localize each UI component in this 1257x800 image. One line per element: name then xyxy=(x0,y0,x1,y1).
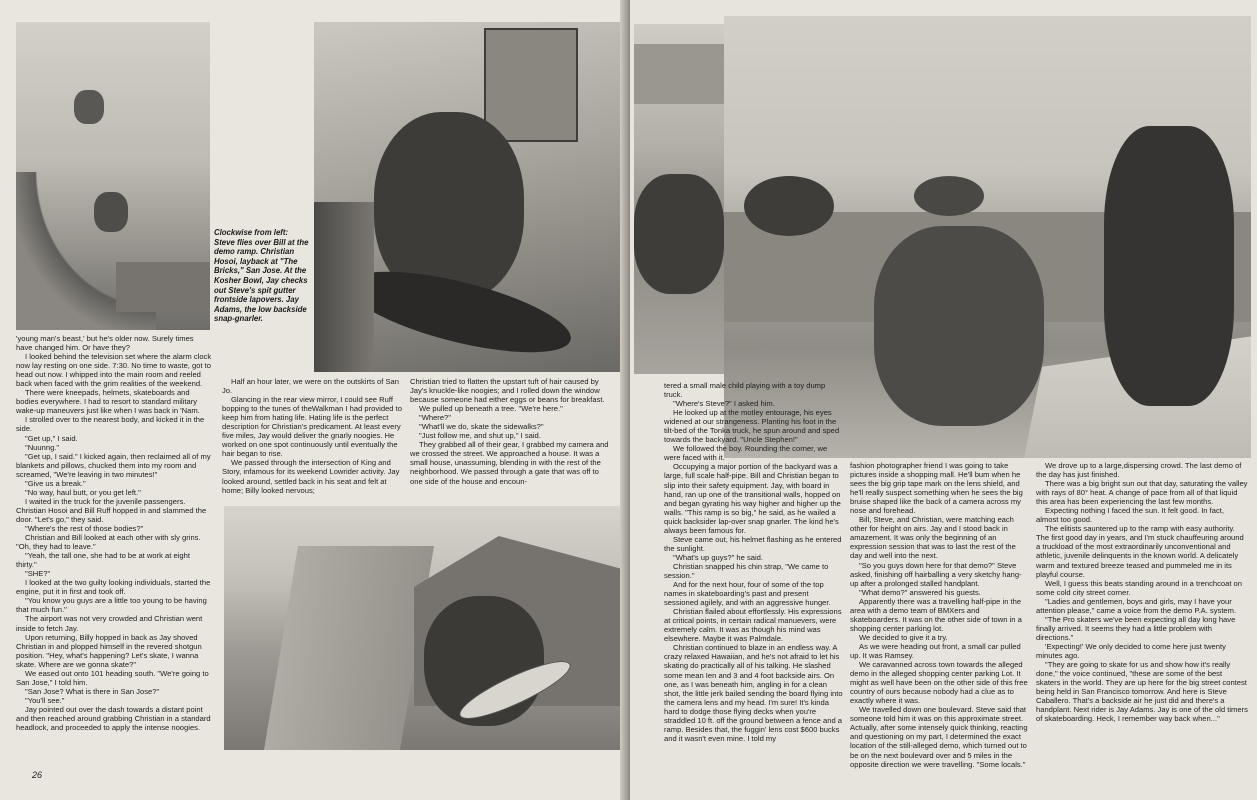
paragraph: "San Jose? What is there in San Jose?" xyxy=(25,686,160,696)
paragraph: "Where's Steve?" I asked him. xyxy=(673,399,775,409)
right-column-2 xyxy=(850,461,1030,781)
paragraph: There were kneepads, helmets, skateboards and bodies everywhere. I had to resort to standard military wake-up maneuvers just like when I was back in 'Nam. xyxy=(16,388,200,416)
paragraph: I looked at the two guilty looking individuals, started the engine, put it in first and took off. xyxy=(16,578,211,597)
paragraph: We followed the boy. Rounding the corner, we were faced with it. xyxy=(664,444,828,463)
paragraph: "They are going to skate for us and show how it's really done," the voice continued, "these are some of the best skaters in the world. They are up here for the big street contest being held in San Francisco tomorrow. And here is Steve Caballero. That's a backside air he just did and there's a handplant. Next rider is Jay Adams. Jay is one of the old timers of skateboarding. Heck, I remember way back when..." xyxy=(1036,660,1248,724)
paragraph: "Yeah, the tall one, she had to be at work at eight thirty." xyxy=(16,551,190,570)
paragraph: We travelled down one boulevard. Steve said that someone told him it was on this approximate street. Actually, after some intensely quick thinking, reacting and questioning on my part, I determined the exact location of the still-alleged demo, which turned out to be on the next boulevard over and 5 miles in the opposite direction we were travelling. "Some locals." xyxy=(850,705,1028,769)
paragraph: I strolled over to the nearest body, and kicked it in the side. xyxy=(16,415,205,434)
paragraph: Glancing in the rear view mirror, I could see Ruff bopping to the tunes of theWalkman I had provided to keep him from hating life. Hating life is the perfect description for Christian's predicament. At least every five miles, Jay would deliver the gnarly noogies. He worked on one spot continuously until eventually the hair began to rise. xyxy=(222,395,402,459)
paragraph: "SHE?" xyxy=(25,569,51,579)
paragraph: Christian and Bill looked at each other with sly grins. "Oh, they had to leave." xyxy=(16,533,201,552)
paragraph: fashion photographer friend I was going to take pictures inside a shopping mall. He'll bum when he sees the big grip tape mark on the lens shield, and he'll really suspect something when he sees the big bruise shaped like the back of a camera across my nose and forehead. xyxy=(850,461,1023,516)
paragraph: We eased out onto 101 heading south. "We're going to San Jose," I told him. xyxy=(16,668,209,687)
right-column-3 xyxy=(1036,461,1248,781)
paragraph: Well, I guess this beats standing around in a trenchcoat on some cold city street corner. xyxy=(1036,578,1242,597)
paragraph: We drove up to a large,dispersing crowd. The last demo of the day has just finished. xyxy=(1036,461,1242,480)
paragraph: We caravanned across town towards the alleged demo in the alleged shopping center parking Lot. It might as well have been on the other side of this free country of ours because nobody had a clue as to exactly where it was. xyxy=(850,660,1028,706)
paragraph: Apparently there was a travelling half-pipe in the area with a demo team of BMXers and skateboarders. It was on the other side of town in a shopping center parking lot. xyxy=(850,596,1022,633)
paragraph: tered a small male child playing with a toy dump truck. xyxy=(664,381,826,400)
left-column-2 xyxy=(222,377,402,501)
page-number: 26 xyxy=(32,770,43,780)
paragraph: "Ladies and gentlemen, boys and girls, may I have your attention please," came a voice from the demo P.A. system. xyxy=(1036,596,1237,615)
paragraph: We passed through the intersection of King and Story, infamous for its weekend Lowrider activity. Jay looked around, settled back in his seat and felt at home; Billy looked nervous; xyxy=(222,458,400,495)
paragraph: The airport was not very crowded and Christian went inside to fetch Jay. xyxy=(16,614,203,633)
paragraph: He looked up at the motley entourage, his eyes widened at our strangeness. Planting his foot in the tilt-bed of the Tonka truck, he spun around and sped towards the backyard. "Uncle Stephen!" xyxy=(664,408,840,445)
photo-christian-hosoi-bricks xyxy=(314,22,626,372)
paragraph: "Just follow me, and shut up," I said. xyxy=(419,431,541,441)
paragraph: 'Expecting!' We only decided to come here just twenty minutes ago. xyxy=(1036,641,1226,660)
paragraph: "You know you guys are a little too young to be having that much fun." xyxy=(16,596,207,615)
paragraph: "Where's the rest of those bodies?" xyxy=(25,523,144,533)
left-page xyxy=(0,0,626,800)
paragraph: "So you guys down here for that demo?" Steve asked, finishing off hairballing a very sketchy hang-up after a prolonged stalled handplant. xyxy=(850,560,1022,588)
paragraph: 'young man's beast,' but he's older now. Surely times have changed him. Or have they? xyxy=(16,334,194,353)
paragraph: Jay pointed out over the dash towards a distant point and then reached around grabbing Christian in a standard headlock, and proceeded to apply the intense noogies. xyxy=(16,704,211,733)
photo-demo-ramp xyxy=(16,22,210,330)
paragraph: "What's up guys?" he said. xyxy=(673,552,763,562)
paragraph: "You'll see." xyxy=(25,695,65,705)
paragraph: And for the next hour, four of some of the top names in skateboarding's past and present sessioned agilely, and with an aggressive hunger. xyxy=(664,580,831,608)
paragraph: "Where?" xyxy=(419,413,451,423)
paragraph: Christian tried to flatten the upstart tuft of hair caused by Jay's knuckle-like noogies; and I rolled down the window because someone had either eggs or beans for breakfast. xyxy=(410,377,605,405)
paragraph: We decided to give it a try. xyxy=(859,632,948,642)
paragraph: Occupying a major portion of the backyard was a large, full scale half-pipe. Bill and Christian began to slip into their safety equipment. Jay, with board in hand, ran up one of the transitional walls, hopped on and began gyrating his way higher and higher up the walls. "This ramp is so big," he said, as he wailed a quick backsider lap-over snap gnarler. The kind he's always been famous for. xyxy=(664,462,841,535)
paragraph: "Get up," I said. xyxy=(25,433,78,443)
paragraph: "Nuunng." xyxy=(25,442,60,452)
caption-text: Clockwise from left: Steve flies over Bill at the demo ramp. Christian Hosoi, layback at "The Bricks," San Jose. At the Kosher Bowl, Jay checks out Steve's spit gutter frontside lapovers. Jay Adams, the low backside snap-gnarler. xyxy=(214,228,309,324)
paragraph: Christian flailed about effortlessly. His expressions at critical points, in certain radical manuevers, were extremely calm. It was as though his mind was elsewhere. Maybe it was Palmdale. xyxy=(664,607,842,644)
paragraph: As we were heading out front, a small car pulled up. It was Ramsey. xyxy=(850,641,1021,660)
paragraph: Christian snapped his chin strap, "We came to session." xyxy=(664,561,829,580)
paragraph: Half an hour later, we were on the outskirts of San Jo. xyxy=(222,377,399,396)
paragraph: "What demo?" answered his guests. xyxy=(859,587,981,597)
paragraph: Steve came out, his helmet flashing as he entered the sunlight. xyxy=(664,534,842,553)
paragraph: Christian continued to blaze in an endless way. A crazy relaxed Hawaiian, and he's not afraid to let his skating do practically all of his talking. He slashed some mean Ien and 3 and 4 foot backside airs. On one, as I was beneath him, angling in for a clean shot, the little jerk bailed sending the board flying into the camera lens and my head. I'm sure! It's kinda hard to dodge those flying decks when you're straddled 10 ft. off the ground between a fence and a ramp. Besides that, the fuggin' lens cost $600 bucks and it wasn't even mine. I told my xyxy=(664,643,843,743)
photo-kosher-bowl xyxy=(224,506,626,750)
paragraph: Upon returning, Billy hopped in back as Jay shoved Christian in and plopped himself in the revered shotgun position. "Hey, what's happening? Let's skate, I wanna skate. Where are we gonna skate?" xyxy=(16,632,202,669)
paragraph: "What'll we do, skate the sidewalks?" xyxy=(419,422,544,432)
paragraph: Expecting nothing I faced the sun. It felt good. In fact, almost too good. xyxy=(1036,506,1224,525)
paragraph: "No way, haul butt, or you get left." xyxy=(25,487,141,497)
paragraph: I waited in the truck for the juvenile passengers. Christian Hosoi and Bill Ruff hopped in and slammed the door. "Let's go," they said. xyxy=(16,496,207,524)
paragraph: "Get up, I said." I kicked again, then reclaimed all of my blankets and pillows, chucked them into my room and screamed, "We're leaving in two minutes!" xyxy=(16,451,211,479)
paragraph: There was a big bright sun out that day, saturating the valley with rays of 80° heat. A change of pace from all of that liquid this area has been experiencing the last few months. xyxy=(1036,479,1248,507)
left-column-3 xyxy=(410,377,610,501)
paragraph: "The Pro skaters we've been expecting all day long have finally arrived. It seems they had a little problem with directions." xyxy=(1036,614,1236,642)
photo-caption xyxy=(214,228,310,324)
paragraph: The elitists sauntered up to the ramp with easy authority. The first good day in years, and I'm stuck chauffeuring around a truckload of the most extraordinarily unconventional and athletic, juvenile delinquents in the known world. A delicately warm and textured breeze teased and pummeled me in its playful course. xyxy=(1036,524,1244,579)
right-page xyxy=(630,0,1257,800)
paragraph: They grabbed all of their gear, I grabbed my camera and we crossed the street. We approached a house. It was a small house, unassuming, blending in with the rest of the neighborhood. We passed through a gate that was off to one side of the house and encoun- xyxy=(410,440,609,486)
paragraph: I looked behind the television set where the alarm clock now lay resting on one side. 7:30. No time to waste, got to head out now. I whipped into the main room and reeled back when faced with the grim realities of the weekend. xyxy=(16,352,212,389)
paragraph: "Give us a break." xyxy=(25,478,86,488)
left-column-1 xyxy=(16,334,212,770)
paragraph: We pulled up beneath a tree. "We're here." xyxy=(419,404,563,414)
right-column-1 xyxy=(664,381,844,781)
paragraph: Bill, Steve, and Christian, were matching each other for height on airs. Jay and I stood back in amazement. It was only the beginning of an expression session that was to last the rest of the day and well into the next. xyxy=(850,515,1016,561)
photo-street-scene xyxy=(634,24,724,374)
